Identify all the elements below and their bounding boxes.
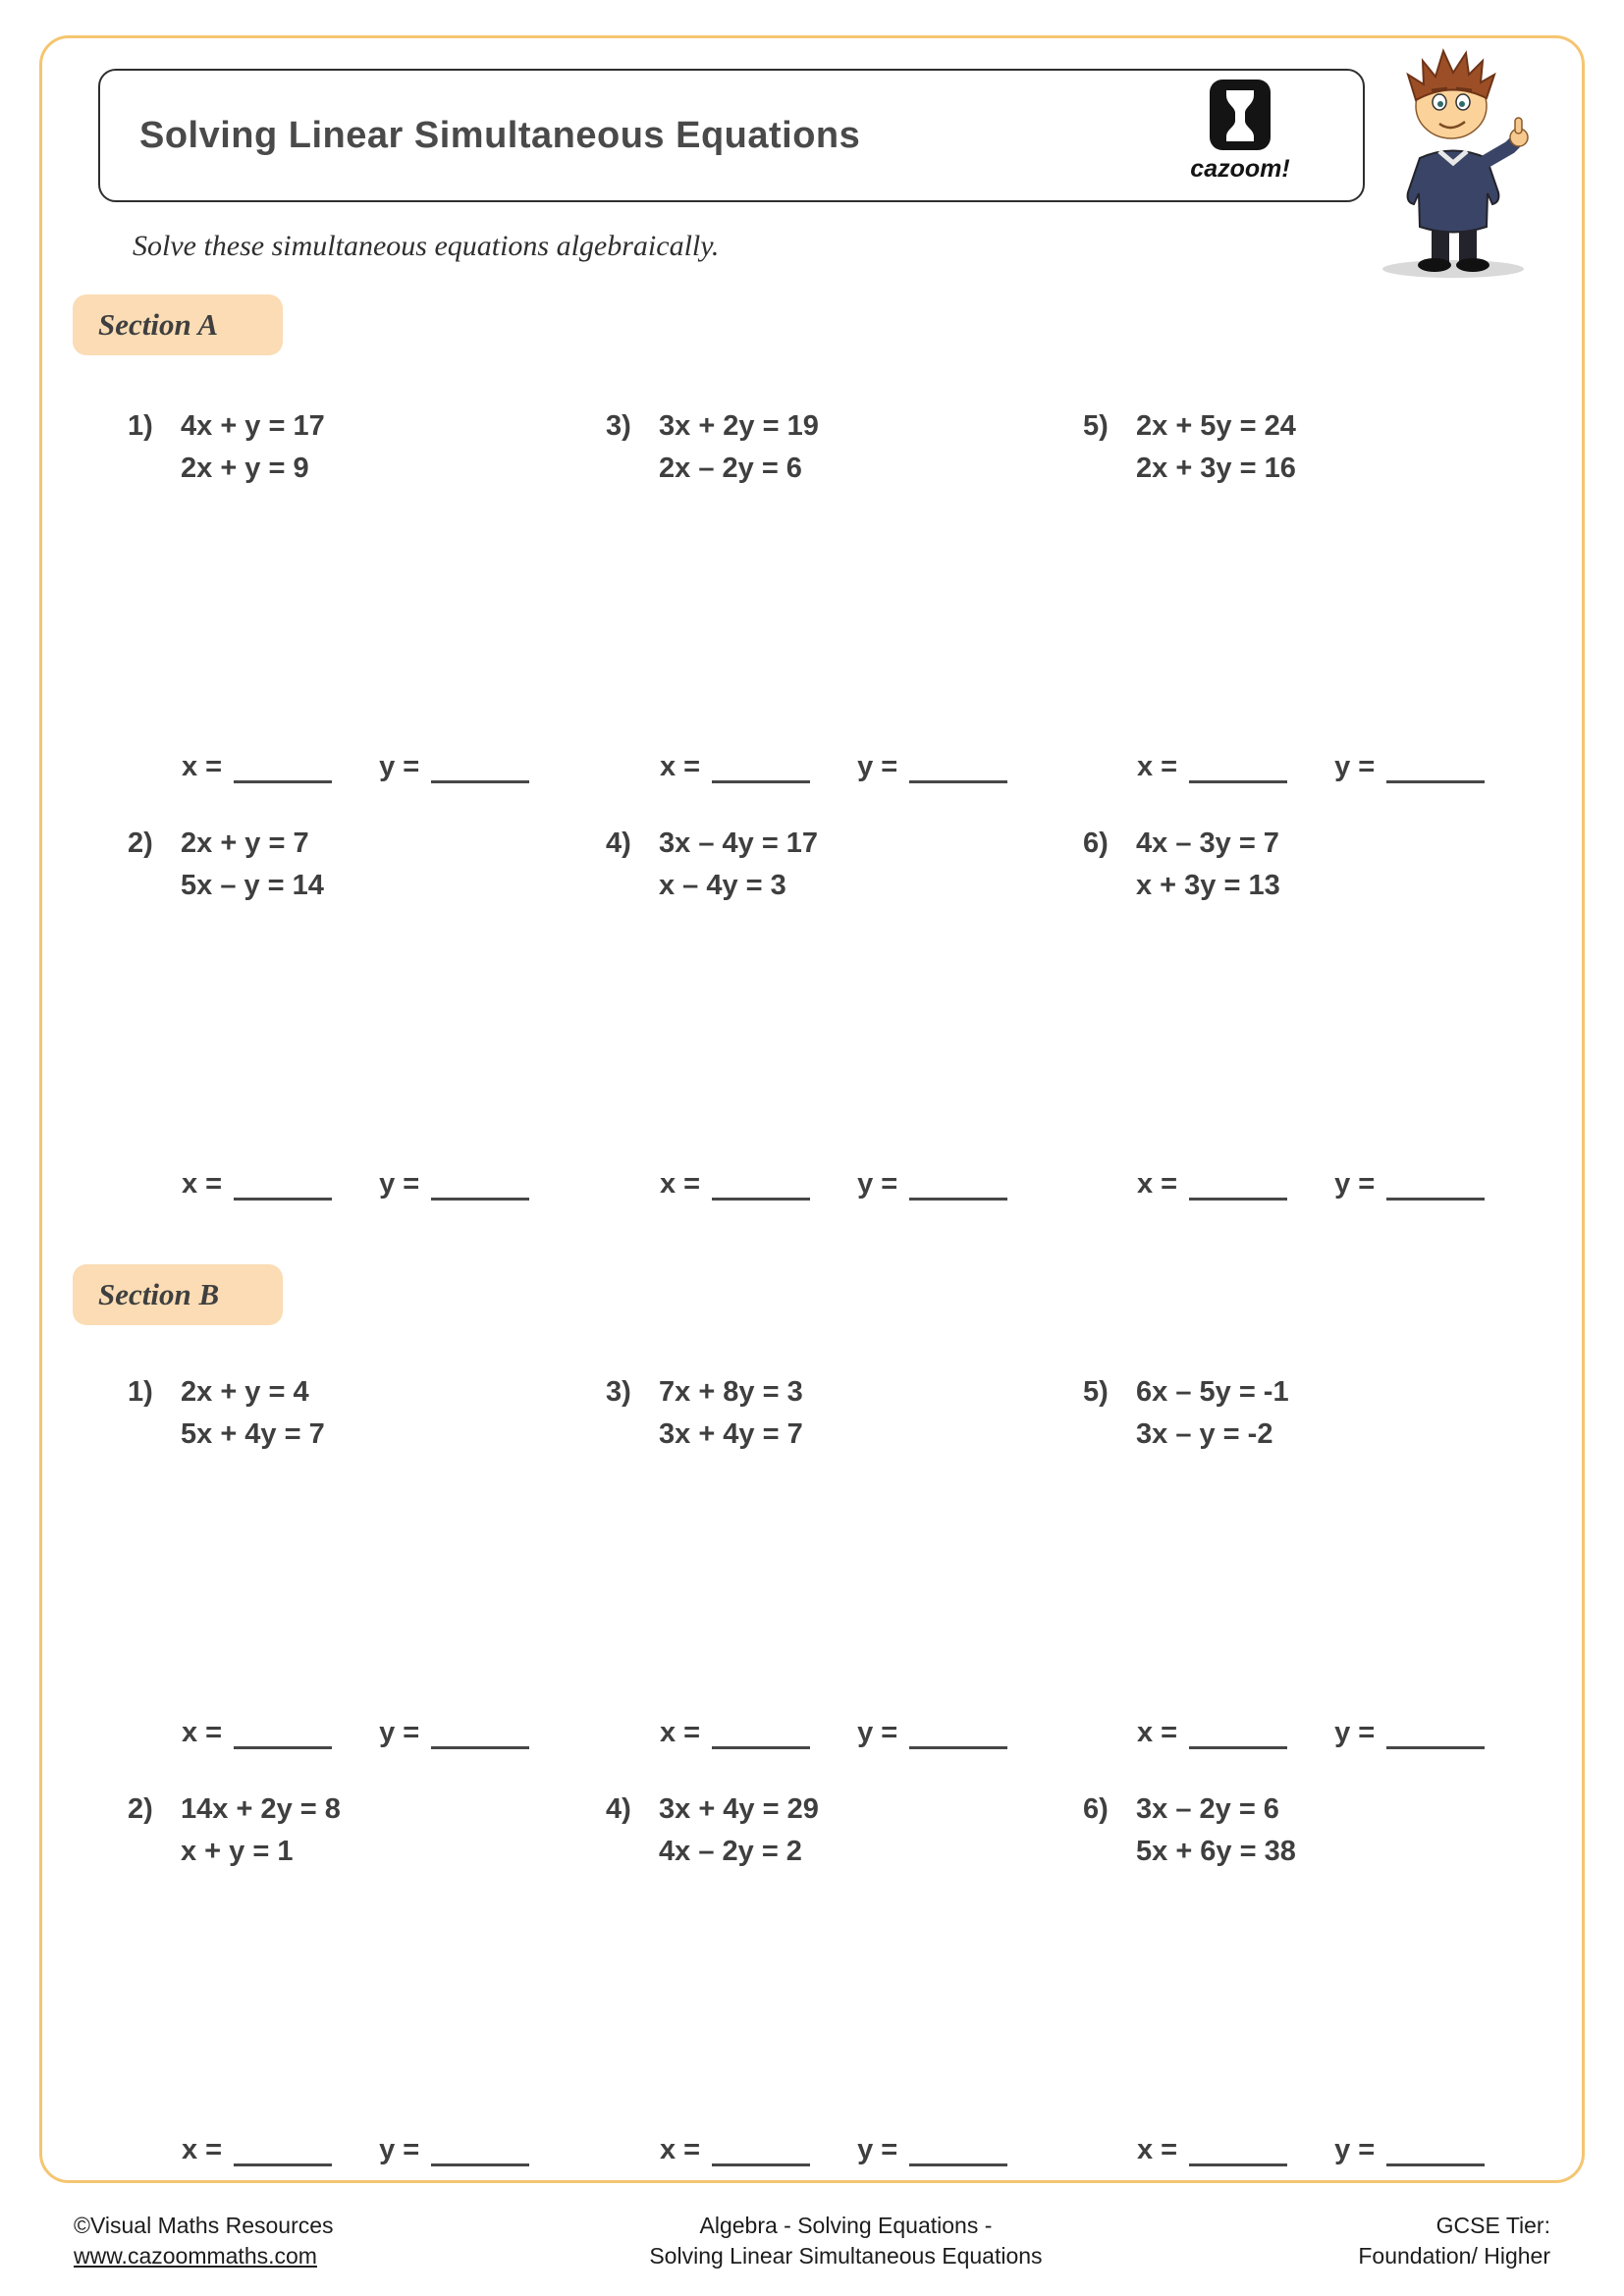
answer-line — [1083, 1716, 1561, 1749]
gcse-tier-value: Foundation/ Higher — [1358, 2243, 1550, 2269]
x-equals-label: x = — [182, 1717, 223, 1748]
equation-line-1: 6x – 5y = -1 — [1136, 1376, 1289, 1408]
equation-line-2: x – 4y = 3 — [659, 870, 786, 901]
problem-number: 4) — [606, 1793, 631, 1825]
answer-line — [606, 750, 1083, 783]
answer-blank-y — [431, 1716, 529, 1749]
answer-line — [1083, 2133, 1561, 2166]
answer-blank-x — [712, 1716, 810, 1749]
answer-blank-x — [234, 1167, 332, 1201]
worksheet-category-line-2: Solving Linear Simultaneous Equations — [649, 2243, 1043, 2269]
x-equals-label: x = — [1137, 751, 1178, 782]
answer-line — [128, 2133, 606, 2166]
equation-line-2: 5x + 6y = 38 — [1136, 1836, 1296, 1867]
y-equals-label: y = — [857, 1168, 898, 1200]
problem-number: 5) — [1083, 410, 1109, 442]
section-a-badge — [73, 294, 283, 355]
answer-blank-x — [234, 2133, 332, 2166]
equation-line-2: x + y = 1 — [181, 1836, 294, 1867]
y-equals-label: y = — [1334, 1168, 1376, 1200]
website-link[interactable]: www.cazoommaths.com — [74, 2243, 317, 2269]
x-equals-label: x = — [1137, 2134, 1178, 2165]
problem-number: 5) — [1083, 1376, 1109, 1408]
problem-b-2 — [128, 1793, 606, 2166]
section-a-problems — [128, 410, 1561, 1201]
x-equals-label: x = — [182, 1168, 223, 1200]
answer-line — [606, 1167, 1083, 1201]
answer-blank-y — [1386, 2133, 1485, 2166]
y-equals-label: y = — [857, 751, 898, 782]
x-equals-label: x = — [660, 1717, 701, 1748]
equation-line-2: 5x + 4y = 7 — [181, 1418, 325, 1450]
x-equals-label: x = — [182, 2134, 223, 2165]
problem-number: 2) — [128, 1793, 153, 1825]
answer-line — [128, 1167, 606, 1201]
equation-line-1: 7x + 8y = 3 — [659, 1376, 803, 1408]
cazoom-logo-icon — [1209, 79, 1272, 153]
equation-line-1: 2x + 5y = 24 — [1136, 410, 1296, 442]
title-box — [98, 69, 1365, 202]
answer-blank-x — [1189, 2133, 1287, 2166]
y-equals-label: y = — [857, 2134, 898, 2165]
equation-line-2: 2x + 3y = 16 — [1136, 453, 1296, 484]
problem-number: 4) — [606, 828, 631, 859]
problem-number: 3) — [606, 1376, 631, 1408]
x-equals-label: x = — [182, 751, 223, 782]
answer-line — [1083, 1167, 1561, 1201]
instruction-text: Solve these simultaneous equations algebraically. — [133, 230, 720, 262]
answer-blank-y — [1386, 1167, 1485, 1201]
cazoom-logo — [1176, 79, 1304, 196]
answer-blank-y — [1386, 750, 1485, 783]
problem-b-6 — [1083, 1793, 1561, 2166]
y-equals-label: y = — [379, 751, 420, 782]
problem-b-3 — [606, 1376, 1083, 1749]
equation-line-2: 3x + 4y = 7 — [659, 1418, 803, 1450]
section-b-label: Section B — [98, 1277, 220, 1311]
answer-blank-x — [1189, 750, 1287, 783]
x-equals-label: x = — [1137, 1717, 1178, 1748]
answer-blank-y — [431, 2133, 529, 2166]
answer-blank-y — [909, 1167, 1007, 1201]
problem-a-6 — [1083, 828, 1561, 1201]
answer-blank-y — [909, 1716, 1007, 1749]
answer-blank-x — [712, 1167, 810, 1201]
x-equals-label: x = — [660, 2134, 701, 2165]
equation-line-1: 4x + y = 17 — [181, 410, 325, 442]
problem-a-2 — [128, 828, 606, 1201]
answer-blank-y — [431, 750, 529, 783]
equation-line-1: 2x + y = 4 — [181, 1376, 309, 1408]
mascot-boy-illustration — [1363, 45, 1544, 281]
section-b-problems — [128, 1376, 1561, 2166]
answer-blank-x — [234, 1716, 332, 1749]
problem-b-4 — [606, 1793, 1083, 2166]
problem-number: 2) — [128, 828, 153, 859]
y-equals-label: y = — [1334, 751, 1376, 782]
equation-line-1: 4x – 3y = 7 — [1136, 828, 1279, 859]
answer-blank-y — [909, 750, 1007, 783]
page-title: Solving Linear Simultaneous Equations — [139, 114, 861, 156]
answer-line — [128, 750, 606, 783]
y-equals-label: y = — [1334, 2134, 1376, 2165]
gcse-tier-label: GCSE Tier: — [1435, 2213, 1550, 2238]
x-equals-label: x = — [660, 1168, 701, 1200]
problem-a-4 — [606, 828, 1083, 1201]
equation-line-1: 3x + 4y = 29 — [659, 1793, 819, 1825]
answer-blank-x — [234, 750, 332, 783]
problem-a-1 — [128, 410, 606, 783]
y-equals-label: y = — [857, 1717, 898, 1748]
equation-line-2: 2x – 2y = 6 — [659, 453, 802, 484]
y-equals-label: y = — [379, 2134, 420, 2165]
page-footer — [74, 2211, 1550, 2271]
problem-number: 1) — [128, 1376, 153, 1408]
problem-number: 3) — [606, 410, 631, 442]
problem-b-1 — [128, 1376, 606, 1749]
equation-line-2: 5x – y = 14 — [181, 870, 324, 901]
problem-number: 1) — [128, 410, 153, 442]
equation-line-2: 3x – y = -2 — [1136, 1418, 1273, 1450]
answer-blank-x — [1189, 1167, 1287, 1201]
section-b-badge — [73, 1264, 283, 1325]
equation-line-1: 2x + y = 7 — [181, 828, 309, 859]
equation-line-1: 3x + 2y = 19 — [659, 410, 819, 442]
worksheet-category-line-1: Algebra - Solving Equations - — [699, 2213, 993, 2238]
problem-a-5 — [1083, 410, 1561, 783]
answer-line — [1083, 750, 1561, 783]
answer-blank-y — [431, 1167, 529, 1201]
problem-b-5 — [1083, 1376, 1561, 1749]
answer-blank-y — [1386, 1716, 1485, 1749]
answer-blank-y — [909, 2133, 1007, 2166]
problem-a-3 — [606, 410, 1083, 783]
section-a-label: Section A — [98, 307, 219, 342]
x-equals-label: x = — [1137, 1168, 1178, 1200]
answer-blank-x — [712, 750, 810, 783]
problem-number: 6) — [1083, 1793, 1109, 1825]
answer-blank-x — [1189, 1716, 1287, 1749]
answer-blank-x — [712, 2133, 810, 2166]
answer-line — [128, 1716, 606, 1749]
problem-number: 6) — [1083, 828, 1109, 859]
y-equals-label: y = — [1334, 1717, 1376, 1748]
x-equals-label: x = — [660, 751, 701, 782]
equation-line-1: 3x – 4y = 17 — [659, 828, 819, 859]
copyright-text: ©Visual Maths Resources — [74, 2213, 334, 2238]
equation-line-2: 2x + y = 9 — [181, 453, 309, 484]
equation-line-2: x + 3y = 13 — [1136, 870, 1280, 901]
y-equals-label: y = — [379, 1717, 420, 1748]
y-equals-label: y = — [379, 1168, 420, 1200]
answer-line — [606, 1716, 1083, 1749]
equation-line-1: 14x + 2y = 8 — [181, 1793, 341, 1825]
cazoom-logo-text: cazoom! — [1190, 155, 1290, 183]
equation-line-2: 4x – 2y = 2 — [659, 1836, 802, 1867]
answer-line — [606, 2133, 1083, 2166]
equation-line-1: 3x – 2y = 6 — [1136, 1793, 1279, 1825]
